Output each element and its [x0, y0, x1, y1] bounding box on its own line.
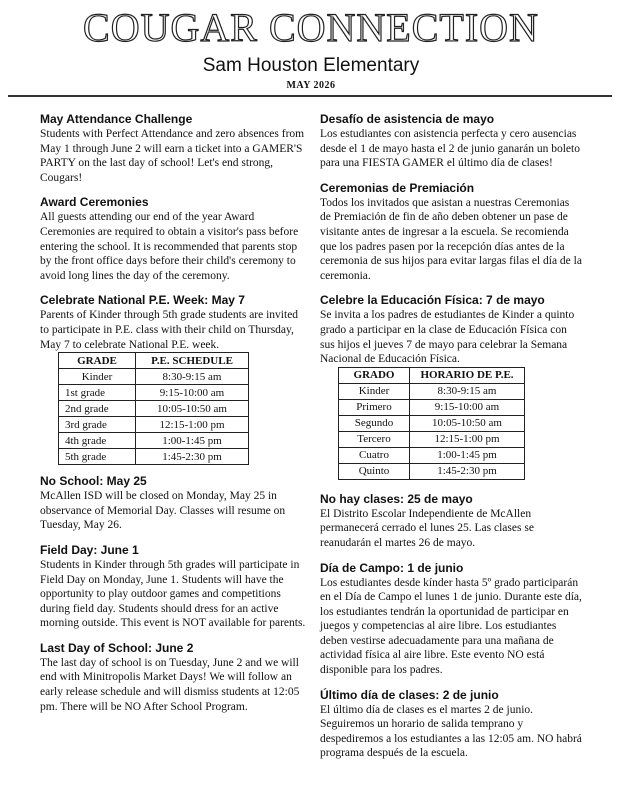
section-pe-week	[40, 293, 308, 465]
horario-pe-table	[338, 367, 525, 480]
section-text: El último día de clases es el martes 2 de junio. Seguiremos un horario de salida temprano y despediremos a los estudiantes a las 12:05 am. NO habrá programa después de la escuela.	[320, 703, 582, 760]
grade-cell: Kinder	[59, 369, 136, 385]
grade-cell: 5th grade	[59, 449, 136, 465]
section-no-hay-clases	[320, 492, 582, 551]
time-cell: 10:05-10:50 am	[410, 415, 525, 431]
grade-cell: 4th grade	[59, 433, 136, 449]
section-text: Students in Kinder through 5th grades will participate in Field Day on Monday, June 1. Students will have the opportunity to play outdoor games and competitions during field day. Students should dress for an active morning outside. This event is NOT available for parents.	[40, 558, 306, 630]
time-cell: 9:15-10:00 am	[410, 399, 525, 415]
time-cell: 8:30-9:15 am	[136, 369, 249, 385]
column-header: GRADO	[339, 367, 410, 383]
grade-cell: Tercero	[339, 431, 410, 447]
time-cell: 1:00-1:45 pm	[136, 433, 249, 449]
pe-schedule-table	[58, 352, 249, 465]
section-educacion-fisica	[320, 293, 582, 479]
section-desafio-asistencia	[320, 112, 582, 171]
section-text: McAllen ISD will be closed on Monday, May 25 in observance of Memorial Day. Classes will resume on Tuesday, May 26.	[40, 490, 286, 532]
grade-cell: Kinder	[339, 383, 410, 399]
section-no-school	[40, 474, 308, 533]
table-row	[339, 447, 525, 463]
section-heading: Día de Campo: 1 de junio	[320, 560, 464, 575]
section-heading: Celebre la Educación Física: 7 de mayo	[320, 293, 545, 308]
table-row	[339, 463, 525, 479]
grade-cell: 3rd grade	[59, 417, 136, 433]
section-heading: Last Day of School: June 2	[40, 640, 194, 655]
table-row	[59, 401, 249, 417]
section-ultimo-dia	[320, 688, 582, 761]
time-cell: 10:05-10:50 am	[136, 401, 249, 417]
table-row	[59, 433, 249, 449]
section-text: Los estudiantes con asistencia perfecta y cero ausencias desde el 1 de mayo hasta el 2 de junio ganarán un boleto para una FIESTA GAMER el último día de clases!	[320, 128, 580, 170]
section-heading: Desafío de asistencia de mayo	[320, 112, 495, 126]
grade-cell: Quinto	[339, 463, 410, 479]
table-row	[339, 383, 525, 399]
column-header: HORARIO DE P.E.	[410, 367, 525, 383]
section-attendance-challenge	[40, 112, 308, 185]
grade-cell: Primero	[339, 399, 410, 415]
section-heading: May Attendance Challenge	[40, 112, 193, 126]
table-row	[339, 431, 525, 447]
column-header: P.E. SCHEDULE	[136, 353, 249, 369]
section-text: Los estudiantes desde kínder hasta 5º grado participarán en el Día de Campo el lunes 1 de junio. Durante este día, los estudiantes tendrán la oportunidad de participar en juegos y competencias al aire libre. Los estudiantes deben vestirse adecuadamente para una mañana de actividad física al aire libre. Este evento NO está disponible para los padres.	[320, 576, 582, 677]
section-text: Todos los invitados que asistan a nuestras Ceremonias de Premiación de fin de año deben obtener un pase de visitante antes de ingresar a la escuela. Se recomienda que los padres pasen por la recepción días antes de la ceremonia de sus hijos para evitar largas filas el día de la ceremonia.	[320, 196, 582, 282]
grade-cell: Segundo	[339, 415, 410, 431]
section-heading: Celebrate National P.E. Week: May 7	[40, 293, 245, 308]
section-field-day	[40, 543, 308, 631]
section-text: Students with Perfect Attendance and zero absences from May 1 through June 2 will earn a ticket into a GAMER'S PARTY on the last day of school! Let's end strong, Cougars!	[40, 128, 305, 184]
grade-cell: Cuatro	[339, 447, 410, 463]
time-cell: 12:15-1:00 pm	[136, 417, 249, 433]
table-row	[59, 449, 249, 465]
table-row	[339, 415, 525, 431]
time-cell: 1:45-2:30 pm	[136, 449, 249, 465]
spanish-column	[320, 102, 582, 761]
table-header-row	[59, 353, 249, 369]
english-column	[40, 102, 308, 714]
section-award-ceremonies	[40, 195, 308, 283]
table-row	[59, 417, 249, 433]
school-name: Sam Houston Elementary	[202, 55, 420, 76]
section-text: All guests attending our end of the year Award Ceremonies are required to obtain a visitor's pass before entering the school. It is recommended that parents stop by the front office days before their child's ceremony to avoid long lines the day of the ceremony.	[40, 211, 299, 282]
table-header-row	[339, 367, 525, 383]
issue-date: MAY 2026	[286, 80, 336, 91]
grade-cell: 1st grade	[59, 385, 136, 401]
grade-cell: 2nd grade	[59, 401, 136, 417]
section-ceremonias	[320, 181, 582, 284]
time-cell: 1:00-1:45 pm	[410, 447, 525, 463]
table-row	[59, 369, 249, 385]
section-heading: No School: May 25	[40, 474, 147, 489]
section-text: El Distrito Escolar Independiente de McAllen permanecerá cerrado el lunes 25. Las clases se reanudarán el martes 26 de mayo.	[320, 507, 534, 549]
table-row	[339, 399, 525, 415]
section-heading: Ceremonias de Premiación	[320, 180, 475, 195]
time-cell: 9:15-10:00 am	[136, 385, 249, 401]
section-heading: No hay clases: 25 de mayo	[320, 491, 473, 506]
masthead-divider	[8, 95, 612, 97]
time-cell: 12:15-1:00 pm	[410, 431, 525, 447]
time-cell: 1:45-2:30 pm	[410, 463, 525, 479]
section-dia-de-campo	[320, 561, 582, 678]
section-heading: Último día de clases: 2 de junio	[320, 687, 499, 702]
section-last-day	[40, 641, 308, 714]
section-text: Se invita a los padres de estudiantes de Kinder a quinto grado a participar en la clase de Educación Física con sus hijos el jueves 7 de mayo para celebrar la Semana Nacional de Educación Física.	[320, 309, 575, 366]
newsletter-title: COUGAR CONNECTION	[83, 5, 539, 50]
time-cell: 8:30-9:15 am	[410, 383, 525, 399]
section-heading: Award Ceremonies	[40, 195, 149, 210]
column-header: GRADE	[59, 353, 136, 369]
section-text: The last day of school is on Tuesday, June 2 and we will end with Minitropolis Market Days! We will follow an early release schedule and will dismiss students at 12:05 pm. There will be NO After School Program.	[40, 656, 300, 713]
section-text: Parents of Kinder through 5th grade students are invited to participate in P.E. class with their child on Thursday, May 7 to celebrate National P.E. week.	[40, 309, 299, 351]
section-heading: Field Day: June 1	[40, 542, 139, 557]
table-row	[59, 385, 249, 401]
